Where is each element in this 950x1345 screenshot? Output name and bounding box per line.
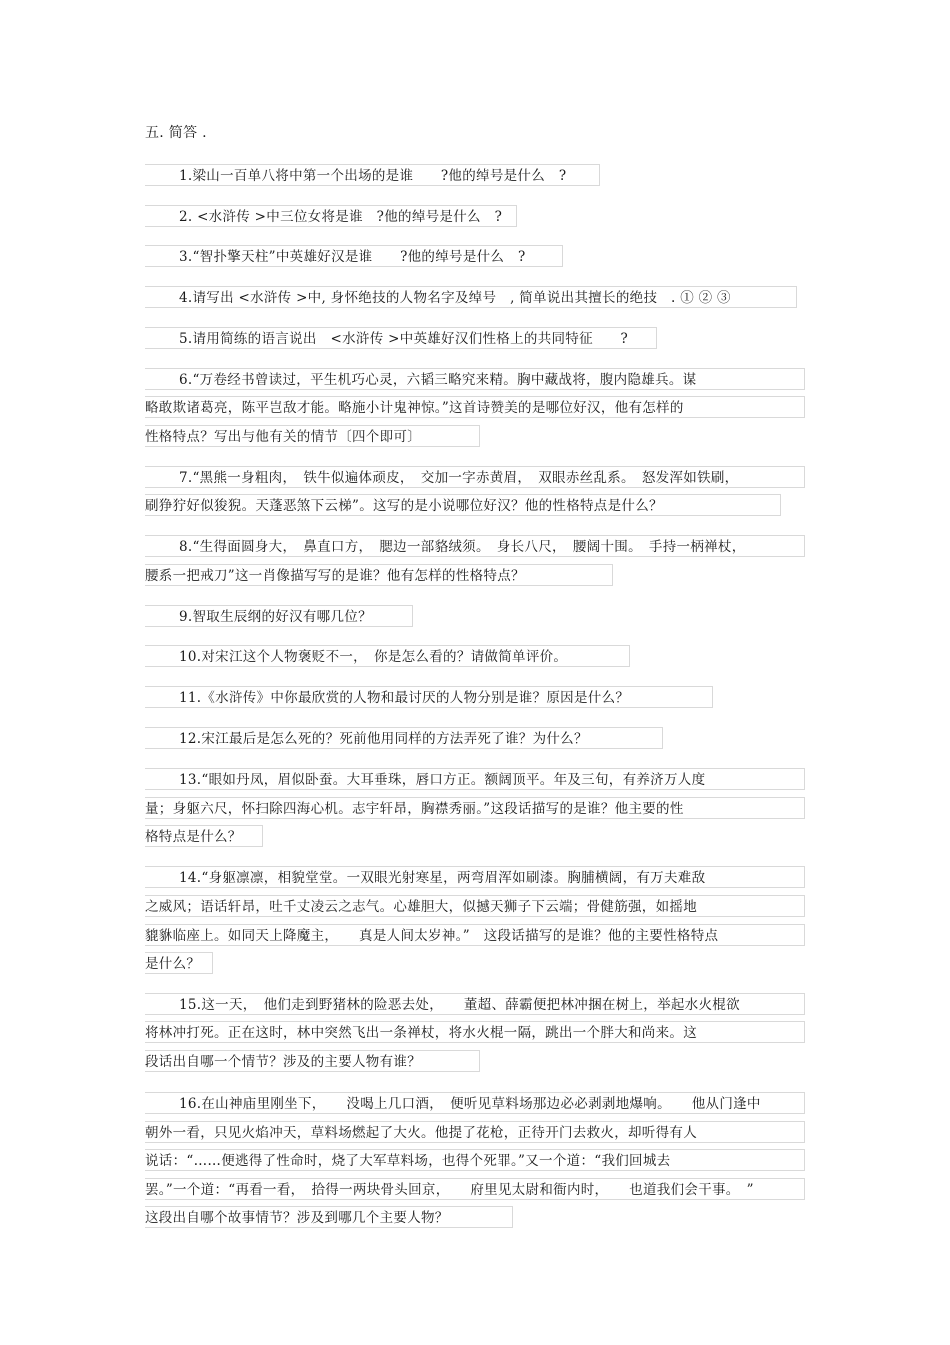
question-7-line-2: 刷狰狞好似狻猊。天蓬恶煞下云梯”。这写的是小说哪位好汉？他的性格特点是什么？ <box>145 494 781 516</box>
section-title: 五. 简答 . <box>145 125 207 141</box>
question-15-line-2: 将林冲打死。正在这时，林中突然飞出一条禅杖，将水火棍一隔，跳出一个胖大和尚来。这 <box>145 1021 805 1043</box>
question-15-line-1: 15.这一天， 他们走到野猪林的险恶去处， 董超、薛霸便把林冲捆在树上，举起水火棍欲 <box>145 993 805 1015</box>
question-14-line-3: 貔貅临座上。如同天上降魔主， 真是人间太岁神。” 这段话描写的是谁？他的主要性格特点 <box>145 924 805 946</box>
question-1-line-1: 1.梁山一百单八将中第一个出场的是谁 ?他的绰号是什么 ? <box>145 164 600 186</box>
question-14-line-4: 是什么？ <box>145 952 213 974</box>
question-8-line-1: 8.“生得面圆身大， 鼻直口方， 腮边一部貉绒须。 身长八尺， 腰阔十围。 手持一柄禅杖， <box>145 535 805 557</box>
question-15-line-3: 段话出自哪一个情节？涉及的主要人物有谁？ <box>145 1050 480 1072</box>
question-6-line-3: 性格特点？写出与他有关的情节〔四个即可〕 <box>145 425 480 447</box>
question-16-line-5: 这段出自哪个故事情节？涉及到哪几个主要人物？ <box>145 1206 513 1228</box>
question-14-line-1: 14.“身躯凛凛，相貌堂堂。一双眼光射寒星，两弯眉浑如刷漆。胸脯横阔，有万夫难敌 <box>145 866 805 888</box>
question-16-line-4: 罢。”一个道：“再看一看， 拾得一两块骨头回京， 府里见太尉和衙内时， 也道我们会干事。 ” <box>145 1178 805 1200</box>
question-16-line-2: 朝外一看，只见火焰冲天，草料场燃起了大火。他提了花枪，正待开门去救火，却听得有人 <box>145 1121 805 1143</box>
question-13-line-3: 格特点是什么？ <box>145 825 263 847</box>
question-6-line-2: 略敢欺诸葛亮，陈平岂敌才能。略施小计鬼神惊。”这首诗赞美的是哪位好汉，他有怎样的 <box>145 396 805 418</box>
question-12-line-1: 12.宋江最后是怎么死的？死前他用同样的方法弄死了谁？为什么？ <box>145 727 663 749</box>
question-6-line-1: 6.“万卷经书曾读过，平生机巧心灵，六韬三略究来精。胸中藏战将，腹内隐雄兵。谋 <box>145 368 805 390</box>
question-10-line-1: 10.对宋江这个人物褒贬不一， 你是怎么看的？请做简单评价。 <box>145 645 630 667</box>
question-4-line-1: 4.请写出 <水浒传 >中, 身怀绝技的人物名字及绰号 , 简单说出其擅长的绝技 . ① ② ③ <box>145 286 797 308</box>
question-11-line-1: 11.《水浒传》中你最欣赏的人物和最讨厌的人物分别是谁？原因是什么？ <box>145 686 713 708</box>
question-16-line-3: 说话：“……便逃得了性命时，烧了大军草料场，也得个死罪。”又一个道：“我们回城去 <box>145 1149 805 1171</box>
question-5-line-1: 5.请用简练的语言说出 <水浒传 >中英雄好汉们性格上的共同特征 ? <box>145 327 657 349</box>
question-13-line-2: 量；身躯六尺，怀扫除四海心机。志宇轩昂，胸襟秀丽。”这段话描写的是谁？他主要的性 <box>145 797 805 819</box>
question-16-line-1: 16.在山神庙里刚坐下， 没喝上几口酒， 便听见草料场那边必必剥剥地爆响。 他从门逢中 <box>145 1092 805 1114</box>
question-2-line-1: 2. <水浒传 >中三位女将是谁 ?他的绰号是什么 ? <box>145 205 517 227</box>
question-3-line-1: 3.“智扑擎天柱”中英雄好汉是谁 ?他的绰号是什么 ? <box>145 245 563 267</box>
question-9-line-1: 9.智取生辰纲的好汉有哪几位？ <box>145 605 413 627</box>
question-13-line-1: 13.“眼如丹凤，眉似卧蚕。大耳垂珠，唇口方正。额阔顶平。年及三旬，有养济万人度 <box>145 768 805 790</box>
question-8-line-2: 腰系一把戒刀”这一肖像描写写的是谁？他有怎样的性格特点？ <box>145 564 613 586</box>
question-7-line-1: 7.“黑熊一身粗肉， 铁牛似遍体顽皮， 交加一字赤黄眉， 双眼赤丝乱系。 怒发浑如铁刷， <box>145 466 805 488</box>
question-14-line-2: 之威风；语话轩昂，吐千丈凌云之志气。心雄胆大，似撼天狮子下云端；骨健筋强，如摇地 <box>145 895 805 917</box>
